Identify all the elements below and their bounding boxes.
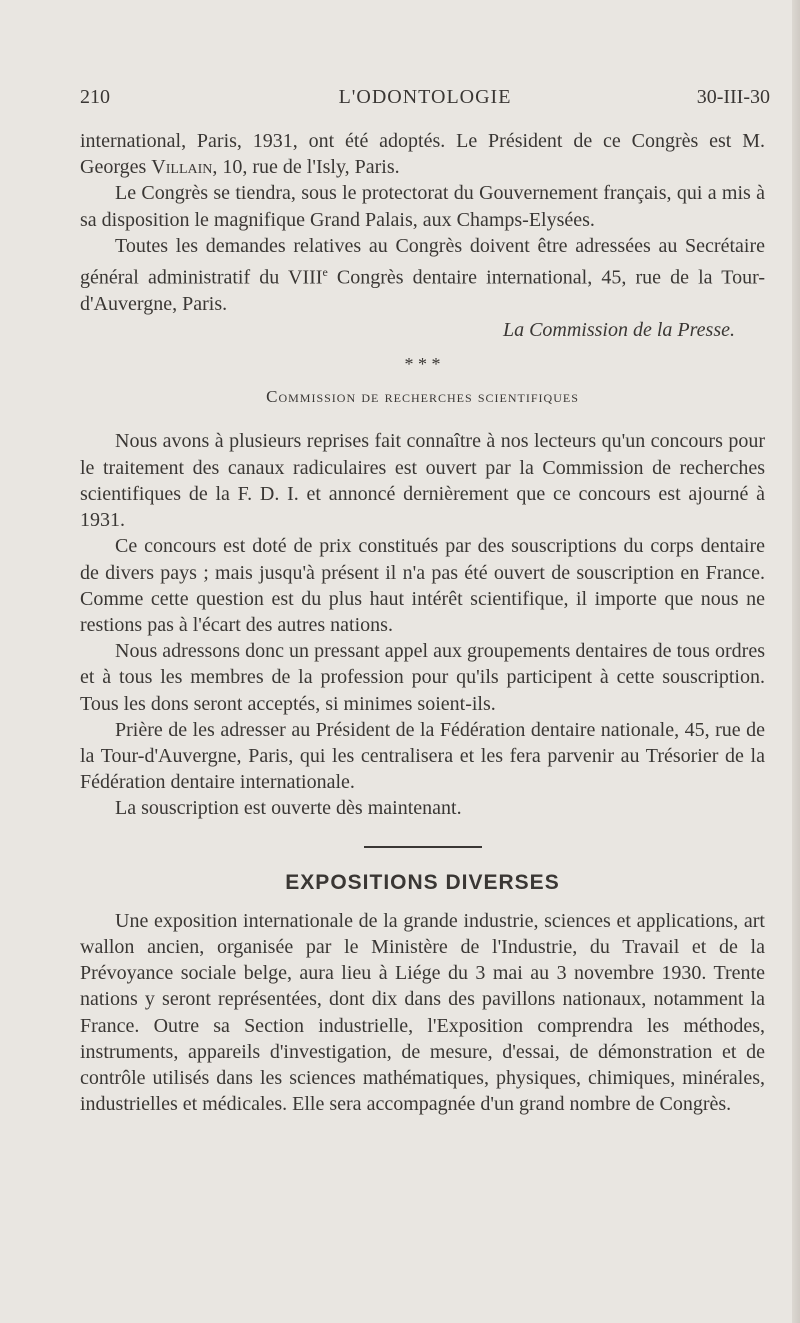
paragraph: Nous avons à plusieurs reprises fait connaître à nos lecteurs qu'un concours pour le traitement des canaux radiculaires est ouvert par la Commission de recherches scientifiques de la F. D. I. et annoncé dernièrement que ce concours est ajourné à 1931. [80, 430, 765, 532]
text-run: , 10, rue de l'Isly, Paris. [212, 156, 400, 179]
paragraph: Nous adressons donc un pressant appel aux groupements dentaires de tous ordres et à tous les membres de la profession pour qu'ils participent à cette souscription. Tous les dons seront acceptés, si minimes soient-ils. [80, 640, 765, 715]
paragraph [80, 233, 765, 317]
text-run: international, Paris, 1931, ont été adoptés. Le Président de ce Congrès est M. Georges [80, 130, 765, 179]
text-run: Congrès dentaire international, 45, rue de la Tour-d'Auvergne, Paris. [80, 266, 765, 315]
section-heading: EXPOSITIONS DIVERSES [285, 870, 560, 894]
text-run: Toutes les demandes relatives au Congrès doivent être adressées au Secrétaire général administratif du VIII [80, 234, 765, 289]
paragraph: La souscription est ouverte dès maintenant. [115, 797, 462, 820]
paragraph: Le Congrès se tiendra, sous le protectorat du Gouvernement français, qui a mis à sa disposition le magnifique Grand Palais, aux Champs-Elysées. [80, 182, 765, 231]
section-separator-stars: * * * [404, 354, 441, 375]
paragraph: Une exposition internationale de la grande industrie, sciences et applications, art wallon ancien, organisée par le Ministère de l'Industrie, du Travail et de la Prévoyance sociale belge, aura lieu à Liége du 3 mai au 3 novembre 1930. Trente nations y seront représentées, dont dix dans des pavillons nationaux, notamment la France. Outre sa Section industrielle, l'Exposition comprendra les méthodes, instruments, appareils d'investigation, de mesure, d'essai, de démonstration et de contrôle utilisés dans les sciences mathématiques, physiques, chimiques, minérales, industrielles et médicales. Elle sera accompagnée d'un grand nombre de Congrès. [80, 909, 765, 1116]
page-number: 210 [80, 86, 110, 108]
section-title: Commission de recherches scientifiques [266, 387, 579, 407]
running-title: L'ODONTOLOGIE [338, 86, 512, 108]
paragraph: Ce concours est doté de prix constitués par des souscriptions du corps dentaire de divers pays ; mais jusqu'à présent il n'a pas été ouvert de souscription en France. Comme cette question est du plus haut intérêt scientifique, il importe que nous ne restions pas à l'écart des autres nations. [80, 535, 765, 636]
issue-date: 30-III-30 [696, 86, 770, 108]
page-body [80, 128, 765, 1117]
paragraph [80, 128, 765, 180]
paragraph: Prière de les adresser au Président de la Fédération dentaire nationale, 45, rue de la Tour-d'Auvergne, Paris, qui les centralisera et les fera parvenir au Trésorier de la Fédération dentaire internationale. [80, 718, 765, 794]
person-name: Villain [151, 156, 213, 179]
superscript: e [322, 265, 328, 280]
page-edge [792, 0, 800, 1323]
page-header [80, 86, 770, 116]
horizontal-rule [364, 846, 482, 848]
signature: La Commission de la Presse. [502, 319, 735, 342]
